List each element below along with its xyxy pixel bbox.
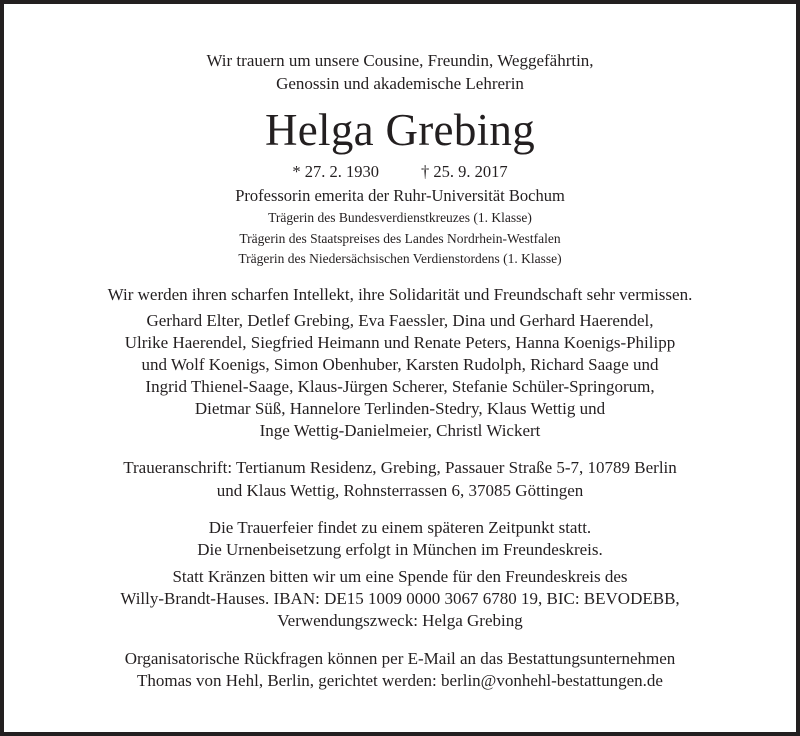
- address-line: und Klaus Wettig, Rohnsterrassen 6, 37085 Göttingen: [216, 481, 584, 500]
- honor-line: Trägerin des Staatspreises des Landes Nordrhein-Westfalen: [239, 231, 561, 246]
- intro-line: Wir trauern um unsere Cousine, Freundin, Weggefährtin,: [206, 51, 594, 70]
- ceremony-line: Die Trauerfeier findet zu einem späteren Zeitpunkt statt.: [208, 518, 592, 537]
- tribute-text: Wir werden ihren scharfen Intellekt, ihre Solidarität und Freundschaft sehr vermissen.: [107, 285, 693, 304]
- mourners-line: Inge Wettig-Danielmeier, Christl Wickert: [259, 421, 541, 440]
- address-line: Traueranschrift: Tertianum Residenz, Grebing, Passauer Straße 5-7, 10789 Berlin: [123, 458, 677, 477]
- donation-line: Statt Kränzen bitten wir um eine Spende für den Freundeskreis des: [172, 567, 628, 586]
- contact-line: Organisatorische Rückfragen können per E-Mail an das Bestattungsunternehmen: [124, 649, 676, 668]
- honor-line: Trägerin des Niedersächsischen Verdienstordens (1. Klasse): [238, 251, 562, 266]
- mourners-line: und Wolf Koenigs, Simon Obenhuber, Karsten Rudolph, Richard Saage und: [141, 355, 659, 374]
- academic-title: Professorin emerita der Ruhr-Universität Bochum: [235, 186, 565, 205]
- intro-line: Genossin und akademische Lehrerin: [276, 74, 524, 93]
- deceased-name: Helga Grebing: [264, 105, 536, 155]
- donation-line: Verwendungszweck: Helga Grebing: [277, 611, 523, 630]
- contact-line: Thomas von Hehl, Berlin, gerichtet werden: berlin@vonhehl-bestattungen.de: [137, 671, 663, 690]
- donation-line: Willy-Brandt-Hauses. IBAN: DE15 1009 0000 3067 6780 19, BIC: BEVODEBB,: [120, 589, 680, 608]
- obituary-notice: [4, 4, 796, 732]
- mourners-line: Gerhard Elter, Detlef Grebing, Eva Faessler, Dina und Gerhard Haerendel,: [146, 311, 654, 330]
- death-date: † 25. 9. 2017: [421, 162, 508, 181]
- mourners-line: Dietmar Süß, Hannelore Terlinden-Stedry, Klaus Wettig und: [194, 399, 606, 418]
- birth-date: * 27. 2. 1930: [292, 162, 379, 181]
- ceremony-line: Die Urnenbeisetzung erfolgt in München im Freundeskreis.: [197, 540, 603, 559]
- life-dates: [4, 164, 796, 181]
- mourners-line: Ulrike Haerendel, Siegfried Heimann und Renate Peters, Hanna Koenigs-Philipp: [124, 333, 676, 352]
- honor-line: Trägerin des Bundesverdienstkreuzes (1. Klasse): [268, 210, 532, 225]
- mourners-line: Ingrid Thienel-Saage, Klaus-Jürgen Scherer, Stefanie Schüler-Springorum,: [145, 377, 655, 396]
